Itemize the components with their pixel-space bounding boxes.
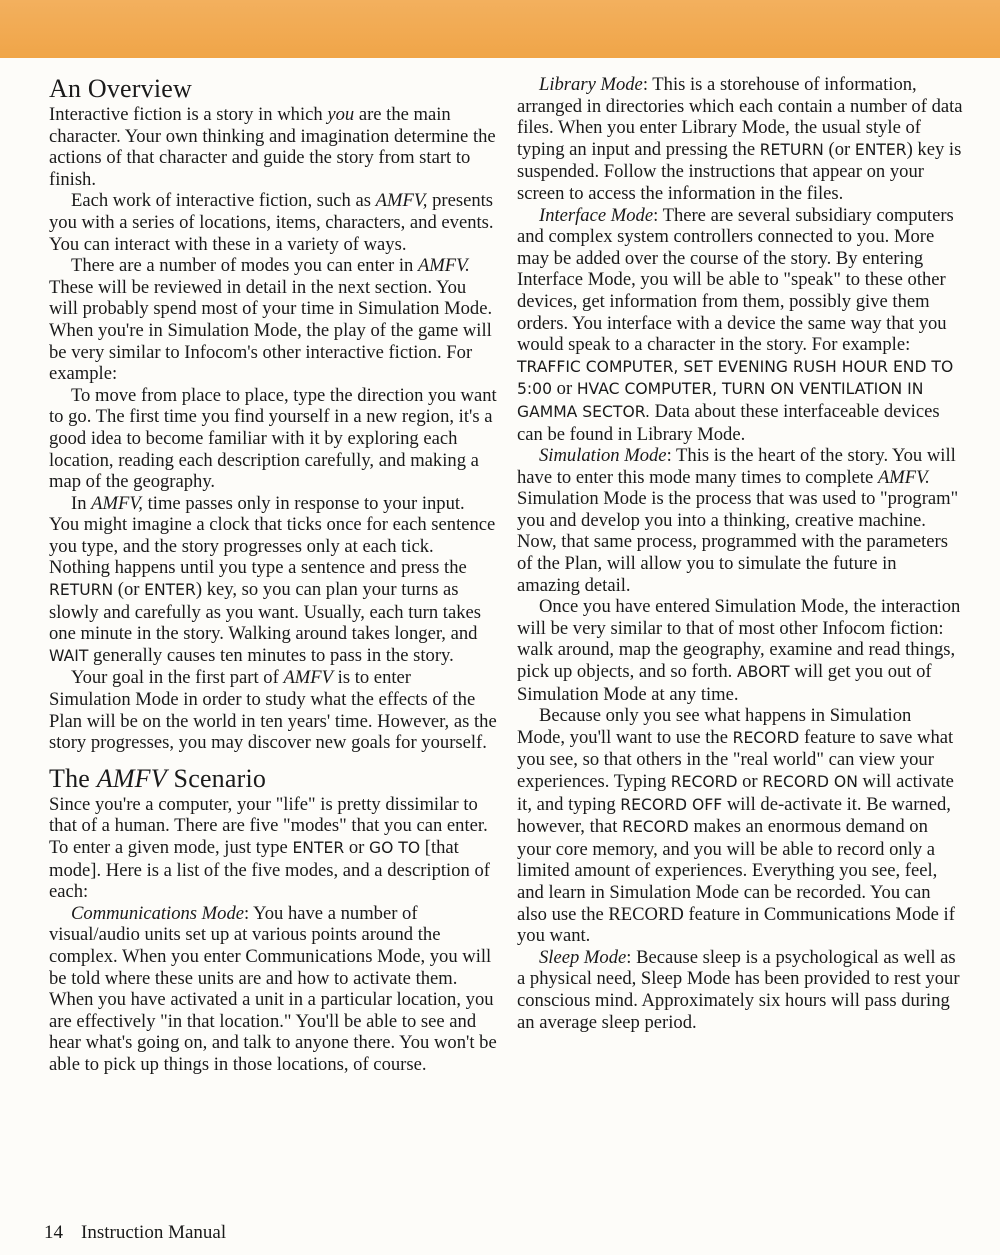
- paragraph: Interface Mode: There are several subsidiary computers and complex system controllers connected to you. More may be added over the course of the story. By entering Interface Mode, you will be able to "speak" to these other devices, get information from them, possibly give them orders. You interface with a device the same way that you would speak to a character in the story. For example: TRAFFIC COMPUTER, SET EVENING RUSH HOUR END TO 5:00 or HVAC COMPUTER, TURN ON VENTILATION IN GAMMA SECTOR. Data about these interfaceable devices can be found in Library Mode.: [517, 204, 954, 445]
- paragraph: Each work of interactive fiction, such as AMFV, presents you with a series of locations, items, characters, and events. You can interact with these in a variety of ways.: [49, 190, 494, 255]
- paragraph: Interactive fiction is a story in which you are the main character. Your own thinking and imagination determine the actions of that character and guide the story from start to finish.: [49, 104, 496, 190]
- paragraph: To move from place to place, type the direction you want to go. The first time you find yourself in a new region, it's a good idea to become familiar with it by exploring each location, reading each description carefully, and making a map of the geography.: [49, 384, 497, 493]
- paragraph: Since you're a computer, your "life" is pretty dissimilar to that of a human. There are five "modes" that you can enter. To enter a given mode, just type ENTER or GO TO [that mode]. Here is a list of the five modes, and a description of each:: [49, 793, 490, 903]
- paragraph: Library Mode: This is a storehouse of information, arranged in directories which each contain a number of data files. When you enter Library Mode, the usual style of typing an input and pressing the RETURN (or ENTER) key is suspended. Follow the instructions that appear on your screen to access the information in the files.: [517, 74, 963, 204]
- paragraph: Communications Mode: You have a number of visual/audio units set up at various points around the complex. When you enter Communications Mode, you will be told where these units are and how to activate them. When you have activated a unit in a particular location, you are effectively "in that location." You'll be able to see and hear what's going on, and talk to anyone there. You won't be able to pick up things in those locations, of course.: [49, 902, 497, 1075]
- paragraph: Your goal in the first part of AMFV is to enter Simulation Mode in order to study what the effects of the Plan will be on the world in ten years' time. However, as the story progresses, you may discover new goals for yourself.: [49, 667, 497, 754]
- paragraph: There are a number of modes you can enter in AMFV. These will be reviewed in detail in the next section. You will probably spend most of your time in Simulation Mode. When you're in Simulation Mode, the play of the game will be very similar to Infocom's other interactive fiction. For example:: [49, 255, 493, 385]
- page-footer: [44, 1222, 226, 1244]
- heading-scenario: The AMFV Scenario: [49, 763, 267, 793]
- heading-overview: An Overview: [49, 74, 192, 103]
- paragraph: Once you have entered Simulation Mode, the interaction will be very similar to that of most other Infocom fiction: walk around, map the geography, examine and read things, pick up objects, and so forth. ABORT will get you out of Simulation Mode at any time.: [517, 596, 961, 705]
- page-number: 14: [44, 1222, 63, 1243]
- footer-label: Instruction Manual: [81, 1222, 227, 1243]
- left-column: [49, 74, 497, 1076]
- paragraph: Simulation Mode: This is the heart of the story. You will have to enter this mode many times to complete AMFV. Simulation Mode is the process that was used to "program" you and develop you into a thinking, creative machine. Now, that same process, programmed with the parameters of the Plan, will allow you to simulate the future in amazing detail.: [517, 445, 959, 596]
- paragraph: Because only you see what happens in Simulation Mode, you'll want to use the RECORD feature to save what you see, so that others in the "real world" can view your experiences. Typing RECORD or RECORD ON will activate it, and typing RECORD OFF will de-activate it. Be warned, however, that RECORD makes an enormous demand on your core memory, and you will be able to record only a limited amount of experiences. Everything you see, feel, and learn in Simulation Mode can be recorded. You can also use the RECORD feature in Communications Mode if you want.: [517, 705, 955, 947]
- paragraph: In AMFV, time passes only in response to your input. You might imagine a clock that ticks once for each sentence you type, and the story progresses only at each tick. Nothing happens until you type a sentence and press the RETURN (or ENTER) key, so you can plan your turns as slowly and carefully as you want. Usually, each turn takes one minute in the story. Walking around takes longer, and WAIT generally causes ten minutes to pass in the story.: [49, 492, 496, 666]
- right-column: [517, 74, 963, 1033]
- paragraph: Sleep Mode: Because sleep is a psychological as well as a physical need, Sleep Mode has been provided to rest your conscious mind. Approximately six hours will pass during an average sleep period.: [517, 946, 960, 1033]
- header-band: [0, 0, 1000, 58]
